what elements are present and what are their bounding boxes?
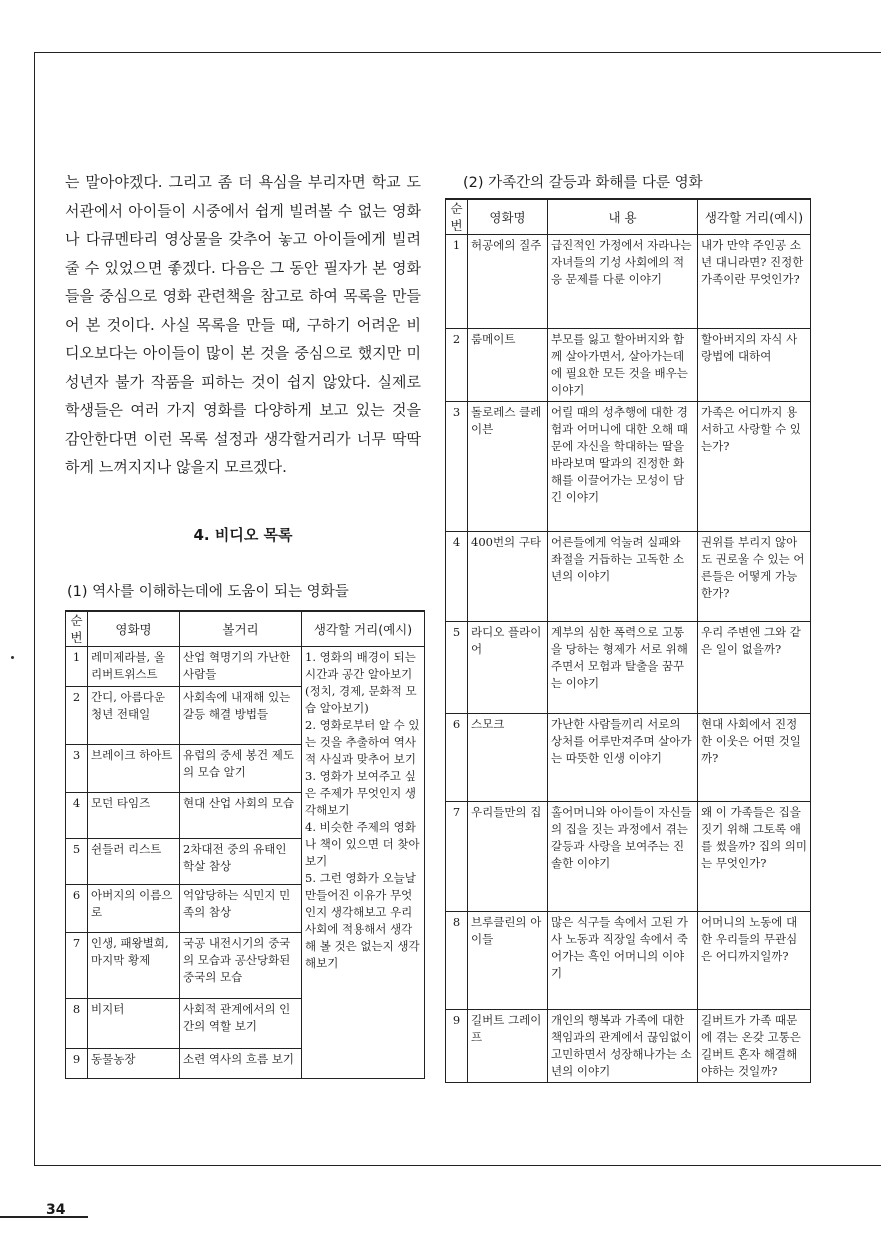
film-title: 라디오 플라이어 (468, 622, 548, 714)
table1-header-content: 볼거리 (180, 611, 302, 647)
film-title: 아버지의 이름으로 (88, 885, 180, 933)
frame-left-border (34, 52, 35, 1165)
shared-thought: 1. 영화의 배경이 되는 시간과 공간 알아보기(정치, 경제, 문화적 모습 알아보기) 2. 영화로부터 알 수 있는 것을 추출하여 역사적 사실과 맞추어 보기 3. 영화가 보여주고 싶은 주제가 무엇인지 생각해보기 4. 비슷한 주제의 영화나 책이 있으면 더 찾아보기 5. 그런 영화가 오늘날 만들어진 이유가 무엇인지 생각해보고 우리 사회에 적용해서 생각해 볼 것은 없는지 생각해보기 (302, 647, 425, 1079)
table-row (446, 402, 811, 532)
row-num: 3 (66, 745, 88, 793)
film-thought: 어머니의 노동에 대한 우리들의 무관심은 어디까지일까? (698, 912, 811, 1010)
row-num: 6 (66, 885, 88, 933)
page-number: 34 (46, 1202, 66, 1218)
row-num: 5 (66, 839, 88, 885)
film-content: 2차대전 중의 유태인 학살 참상 (180, 839, 302, 885)
table2-header-row (446, 199, 811, 235)
film-content: 어릴 때의 성추행에 대한 경험과 어머니에 대한 오해 때문에 자신을 학대하는 딸을 바라보며 딸과의 진정한 화해를 이끌어가는 모성이 담긴 이야기 (548, 402, 698, 532)
row-num: 7 (66, 933, 88, 999)
table2-header-title: 영화명 (468, 199, 548, 235)
table-row (446, 329, 811, 402)
film-title: 레미제라블, 올리버트위스트 (88, 647, 180, 687)
table2-header-num: 순번 (446, 199, 468, 235)
film-content: 많은 식구들 속에서 고된 가사 노동과 직장일 속에서 죽어가는 흑인 어머니의 이야기 (548, 912, 698, 1010)
film-title: 브레이크 하아트 (88, 745, 180, 793)
film-title: 인생, 패왕별희, 마지막 황제 (88, 933, 180, 999)
row-num: 1 (446, 235, 468, 329)
row-num: 2 (446, 329, 468, 402)
film-content: 유럽의 중세 봉건 제도의 모습 알기 (180, 745, 302, 793)
table1-header-title: 영화명 (88, 611, 180, 647)
film-title: 스모크 (468, 714, 548, 802)
film-content: 사회적 관계에서의 인간의 역할 보기 (180, 999, 302, 1049)
film-content: 현대 산업 사회의 모습 (180, 793, 302, 839)
film-thought: 현대 사회에서 진정한 이웃은 어떤 것일까? (698, 714, 811, 802)
film-content: 산업 혁명기의 가난한 사람들 (180, 647, 302, 687)
frame-bottom-border (34, 1165, 881, 1166)
film-title: 룸메이트 (468, 329, 548, 402)
film-thought: 권위를 부리지 않아도 권로울 수 있는 어른들은 어떻게 가능한가? (698, 532, 811, 622)
row-num: 9 (66, 1049, 88, 1079)
table1-header-row (66, 611, 425, 647)
intro-paragraph: 는 말아야겠다. 그리고 좀 더 욕심을 부리자면 학교 도서관에서 아이들이 시중에서 쉽게 빌려볼 수 없는 영화나 다큐멘타리 영상물을 갖추어 놓고 아이들에게 빌려줄 수 있었으면 좋겠다. 다음은 그 동안 필자가 본 영화들을 중심으로 영화 관련책을 참고로 하여 목록을 만들어 본 것이다. 사실 목록을 만들 때, 구하기 어려운 비디오보다는 아이들이 많이 본 것을 중심으로 했지만 미성년자 불가 작품을 피하는 것이 쉽지 않았다. 실제로 학생들은 여러 가지 영화를 다양하게 보고 있는 것을 감안한다면 이런 목록 설정과 생각할거리가 너무 딱딱하게 느껴지지나 않을지 모르겠다. (65, 173, 421, 476)
table-row (446, 622, 811, 714)
film-title: 우리들만의 집 (468, 802, 548, 912)
table-row (446, 532, 811, 622)
row-num: 4 (446, 532, 468, 622)
frame-top-border (34, 52, 881, 53)
film-title: 브루클린의 아이들 (468, 912, 548, 1010)
table-row (446, 912, 811, 1010)
film-thought: 가족은 어디까지 용서하고 사랑할 수 있는가? (698, 402, 811, 532)
history-films-table (65, 610, 425, 1079)
film-title: 400번의 구타 (468, 532, 548, 622)
film-content: 어른들에게 억눌려 실패와 좌절을 거듭하는 고독한 소년의 이야기 (548, 532, 698, 622)
row-num: 8 (66, 999, 88, 1049)
table1-header-num: 순번 (66, 611, 88, 647)
film-content: 가난한 사람들끼리 서로의 상처를 어루만져주며 살아가는 따뜻한 인생 이야기 (548, 714, 698, 802)
film-thought: 우리 주변엔 그와 같은 일이 없을까? (698, 622, 811, 714)
film-thought: 내가 만약 주인공 소년 대니라면? 진정한 가족이란 무엇인가? (698, 235, 811, 329)
family-films-table (445, 198, 811, 1083)
row-num: 1 (66, 647, 88, 687)
film-title: 비지터 (88, 999, 180, 1049)
page-number-rule (0, 1216, 88, 1218)
film-title: 동물농장 (88, 1049, 180, 1079)
film-content: 개인의 행복과 가족에 대한 책임과의 관계에서 끊임없이 고민하면서 성장해나가는 소년의 이야기 (548, 1010, 698, 1083)
table-row (446, 802, 811, 912)
film-content: 억압당하는 식민지 민족의 참상 (180, 885, 302, 933)
table2-caption: (2) 가족간의 갈등과 화해를 다룬 영화 (463, 175, 703, 191)
table-row (446, 235, 811, 329)
row-num: 8 (446, 912, 468, 1010)
row-num: 6 (446, 714, 468, 802)
table1-caption: (1) 역사를 이해하는데에 도움이 되는 영화들 (67, 584, 349, 600)
film-title: 길버트 그레이프 (468, 1010, 548, 1083)
film-thought: 할아버지의 자식 사랑법에 대하여 (698, 329, 811, 402)
film-thought: 길버트가 가족 때문에 겪는 온갖 고통은 길버트 혼자 해결해야하는 것일까? (698, 1010, 811, 1083)
row-num: 9 (446, 1010, 468, 1083)
film-title: 허공에의 질주 (468, 235, 548, 329)
film-title: 돌로레스 클레이븐 (468, 402, 548, 532)
table1-header-thought: 생각할 거리(예시) (302, 611, 425, 647)
table-row (66, 647, 425, 687)
table2-header-content: 내 용 (548, 199, 698, 235)
margin-dot (11, 656, 14, 659)
film-content: 급진적인 가정에서 자라나는 자녀들의 기성 사회에의 적응 문제를 다룬 이야기 (548, 235, 698, 329)
film-title: 간디, 아름다운 청년 전태일 (88, 687, 180, 745)
table-row (446, 1010, 811, 1083)
film-thought: 왜 이 가족들은 집을 짓기 위해 그토록 애를 썼을까? 집의 의미는 무엇인가? (698, 802, 811, 912)
section-title: 4. 비디오 목록 (193, 526, 293, 544)
table2-header-thought: 생각할 거리(예시) (698, 199, 811, 235)
film-content: 홀어머니와 아이들이 자신들의 집을 짓는 과정에서 겪는 갈등과 사랑을 보여주는 진솔한 이야기 (548, 802, 698, 912)
film-content: 계부의 심한 폭력으로 고통을 당하는 형제가 서로 위해주면서 모험과 탈출을 꿈꾸는 이야기 (548, 622, 698, 714)
row-num: 4 (66, 793, 88, 839)
film-title: 모던 타임즈 (88, 793, 180, 839)
film-content: 부모를 잃고 할아버지와 함께 살아가면서, 살아가는데에 필요한 모든 것을 배우는 이야기 (548, 329, 698, 402)
row-num: 5 (446, 622, 468, 714)
row-num: 2 (66, 687, 88, 745)
row-num: 3 (446, 402, 468, 532)
row-num: 7 (446, 802, 468, 912)
film-title: 쉰들러 리스트 (88, 839, 180, 885)
film-content: 소련 역사의 흐름 보기 (180, 1049, 302, 1079)
film-content: 국공 내전시기의 중국의 모습과 공산당화된 중국의 모습 (180, 933, 302, 999)
table-row (446, 714, 811, 802)
film-content: 사회속에 내재해 있는 갈등 해결 방법들 (180, 687, 302, 745)
